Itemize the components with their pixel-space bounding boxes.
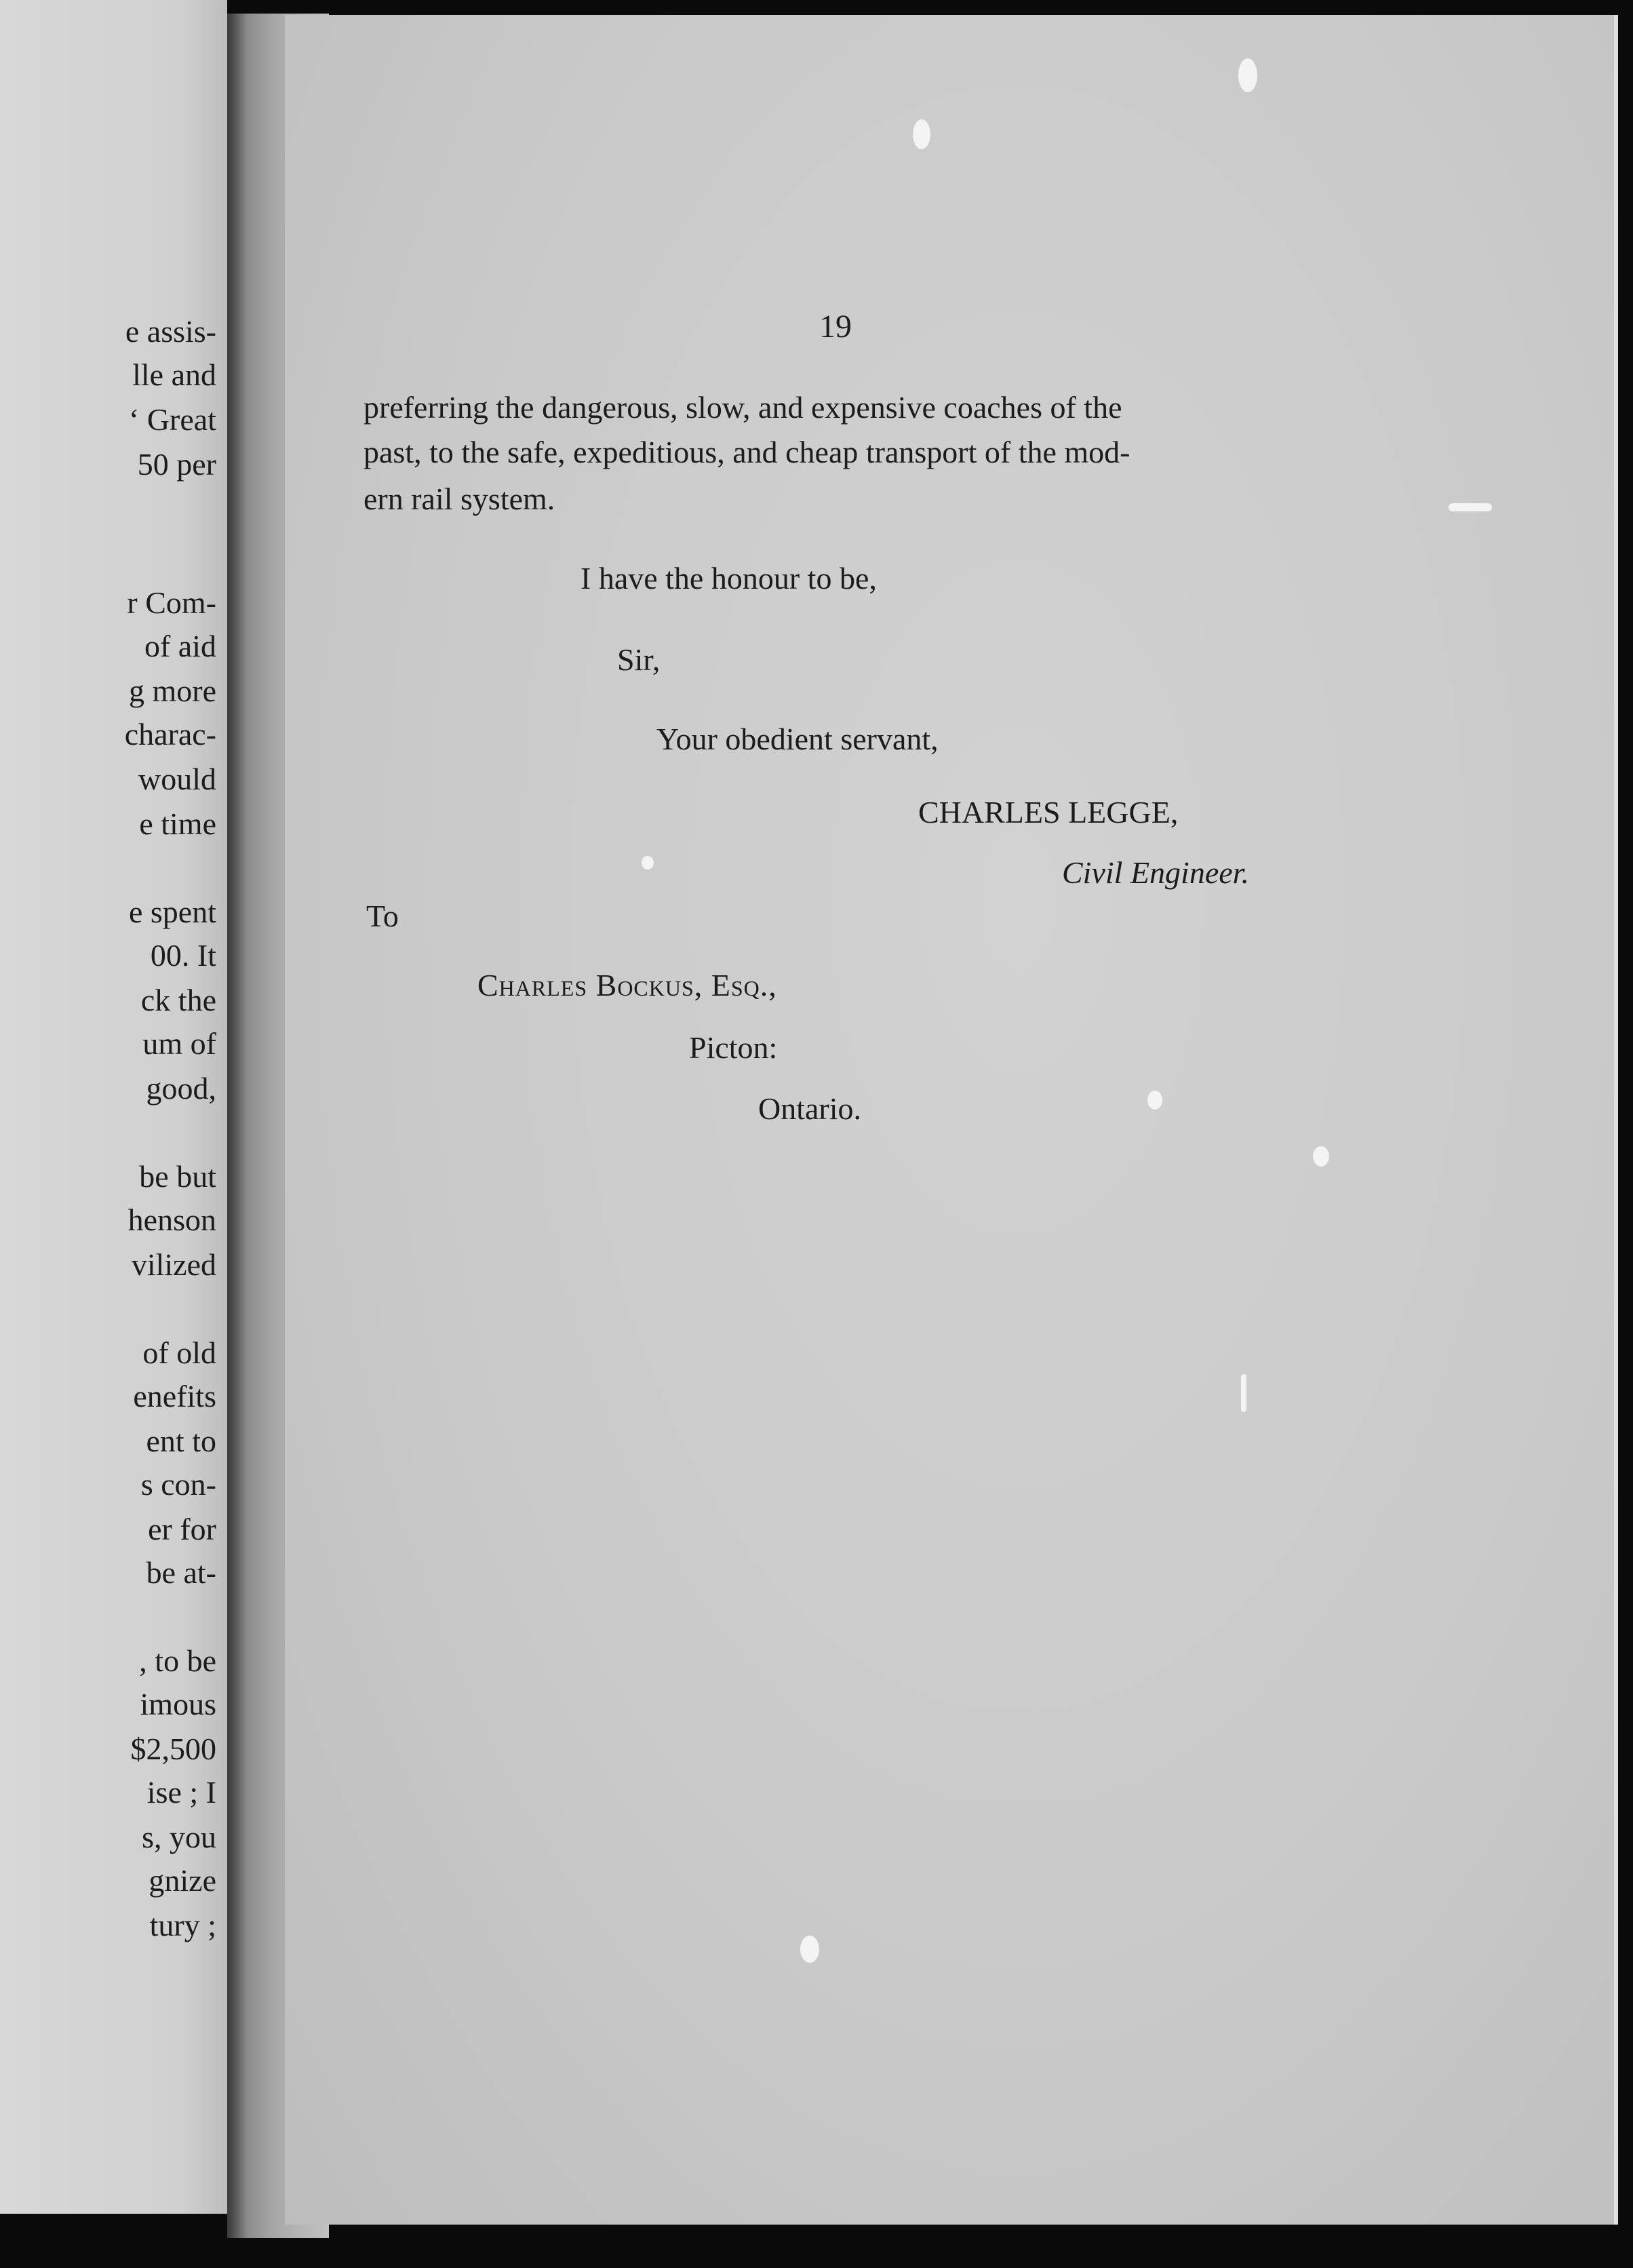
previous-page-line: lle and	[132, 357, 216, 392]
previous-page-line: tury ;	[149, 1908, 216, 1942]
previous-page-line: r Com-	[127, 585, 216, 620]
body-text-line: ern rail system.	[363, 482, 555, 516]
body-text-line: preferring the dangerous, slow, and expensive coaches of the	[363, 390, 1122, 425]
previous-page-line: $2,500	[130, 1732, 216, 1766]
dust-speck	[1313, 1146, 1329, 1167]
previous-page-line: ‘ Great	[129, 402, 216, 437]
previous-page-line: henson	[127, 1203, 216, 1237]
previous-page-line: ent to	[146, 1424, 216, 1458]
previous-page-line: e assis-	[125, 314, 216, 349]
body-text-line: past, to the safe, expeditious, and cheap transport of the mod-	[363, 435, 1130, 469]
dust-speck	[1238, 58, 1257, 92]
dust-speck	[1449, 503, 1492, 511]
previous-page-line: ise ; I	[146, 1775, 216, 1810]
previous-page-line: of old	[142, 1335, 216, 1370]
recipient-name: Charles Bockus, Esq.,	[477, 968, 777, 1002]
previous-page-line: be but	[139, 1159, 216, 1194]
previous-page-line: imous	[140, 1687, 216, 1721]
previous-page-line: charac-	[124, 717, 216, 751]
previous-page-line: gnize	[149, 1863, 216, 1898]
previous-page-line: enefits	[133, 1379, 216, 1413]
dust-speck	[642, 856, 654, 869]
previous-page-line: e spent	[128, 895, 216, 929]
previous-page-line: er for	[148, 1512, 216, 1546]
letter-closing: I have the honour to be,	[581, 561, 877, 595]
previous-page-line: good,	[146, 1071, 216, 1106]
current-page	[285, 15, 1617, 2225]
page-edge	[1614, 15, 1618, 2225]
previous-page-line: , to be	[139, 1643, 216, 1678]
recipient-town: Picton:	[689, 1030, 778, 1065]
page-number: 19	[819, 309, 852, 345]
previous-page-line: s con-	[140, 1467, 216, 1502]
letter-valediction: Your obedient servant,	[656, 722, 939, 756]
previous-page	[0, 0, 227, 2214]
previous-page-line: e time	[139, 806, 216, 841]
signer-title: Civil Engineer.	[1062, 855, 1249, 890]
dust-speck	[800, 1936, 819, 1963]
dust-speck	[1241, 1374, 1246, 1412]
signer-name: CHARLES LEGGE,	[918, 795, 1179, 829]
dust-speck	[913, 119, 930, 149]
previous-page-line: g more	[128, 673, 216, 708]
previous-page-line: 50 per	[137, 447, 216, 482]
previous-page-line: ck the	[140, 983, 216, 1017]
previous-page-line: vilized	[131, 1247, 216, 1282]
previous-page-line: um of	[142, 1026, 216, 1061]
previous-page-line: 00. It	[150, 938, 216, 973]
previous-page-line: be at-	[146, 1555, 216, 1590]
letter-salutation: Sir,	[617, 642, 661, 677]
previous-page-line: would	[138, 762, 216, 796]
previous-page-line: s, you	[142, 1820, 216, 1854]
previous-page-line: of aid	[144, 629, 216, 663]
dust-speck	[1147, 1091, 1162, 1110]
recipient-province: Ontario.	[758, 1091, 862, 1126]
to-label: To	[366, 899, 399, 933]
